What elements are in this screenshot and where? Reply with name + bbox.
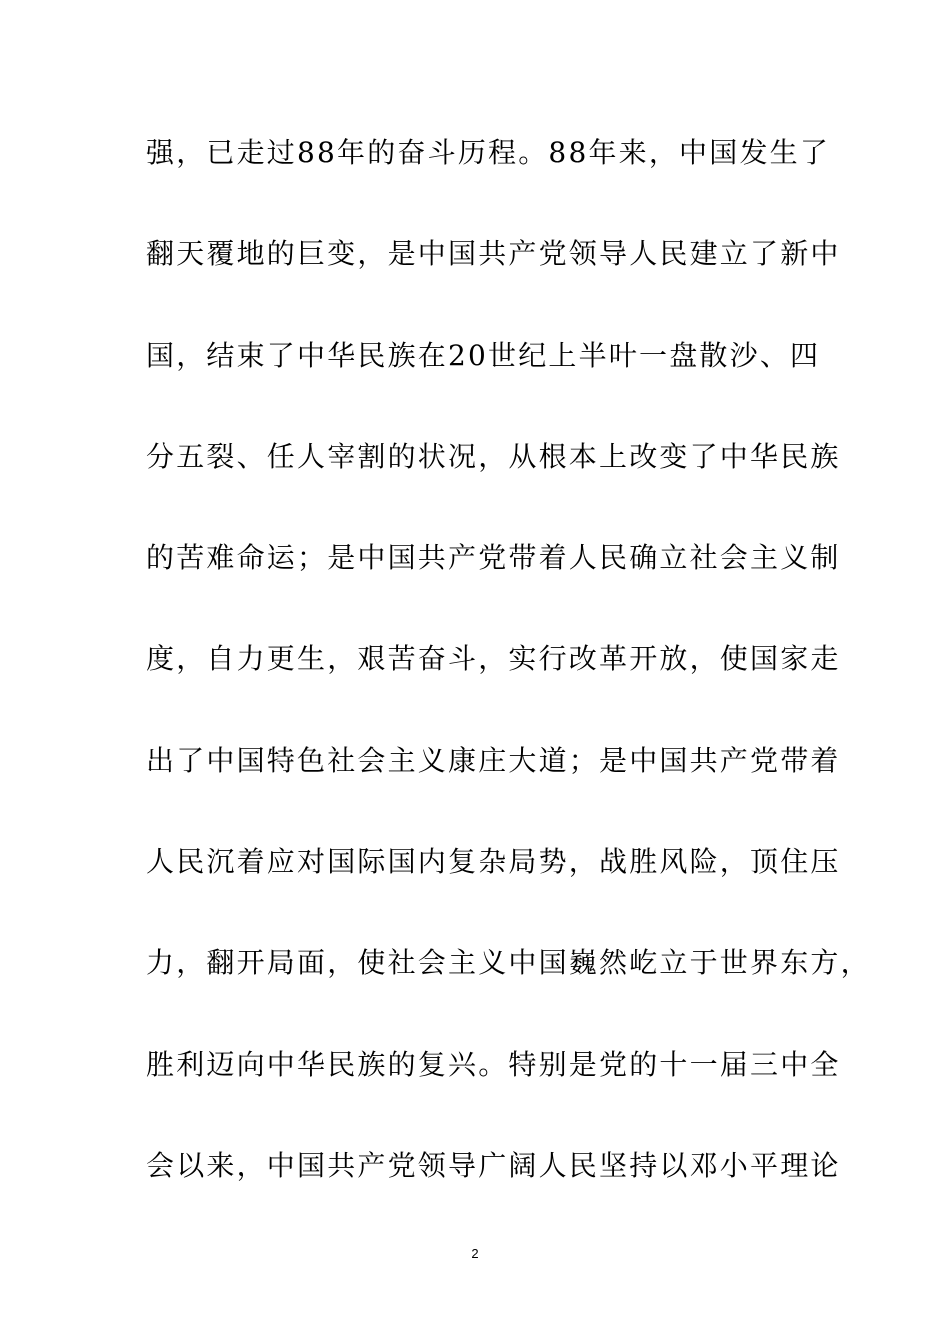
text-line-4: 分五裂、任人宰割的状况，从根本上改变了中华民族 bbox=[146, 439, 841, 473]
text-line-8: 人民沉着应对国际国内复杂局势，战胜风险，顶住压 bbox=[146, 845, 841, 879]
text-line-9: 力，翻开局面，使社会主义中国巍然屹立于世界东方， bbox=[146, 946, 871, 980]
text-line-7: 出了中国特色社会主义康庄大道；是中国共产党带着 bbox=[146, 743, 841, 777]
page-number: 2 bbox=[471, 1246, 479, 1261]
text-line-2: 翻天覆地的巨变，是中国共产党领导人民建立了新中 bbox=[146, 237, 841, 271]
text-line-3: 国，结束了中华民族在20世纪上半叶一盘散沙、四 bbox=[146, 338, 821, 372]
text-line-11: 会以来，中国共产党领导广阔人民坚持以邓小平理论 bbox=[146, 1148, 841, 1182]
text-line-1: 强，已走过88年的奋斗历程。88年来，中国发生了 bbox=[146, 136, 831, 169]
text-line-6: 度，自力更生，艰苦奋斗，实行改革开放，使国家走 bbox=[146, 642, 841, 676]
text-line-5: 的苦难命运；是中国共产党带着人民确立社会主义制 bbox=[146, 541, 841, 575]
body-text bbox=[146, 128, 871, 1242]
text-line-10: 胜利迈向中华民族的复兴。特别是党的十一届三中全 bbox=[146, 1047, 841, 1081]
